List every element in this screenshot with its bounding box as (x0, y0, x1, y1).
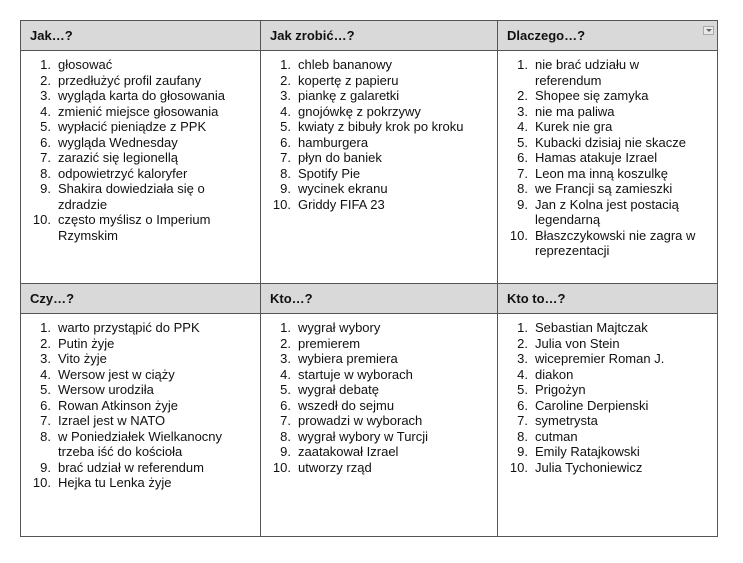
column-header: Jak…? (30, 28, 73, 43)
list-item (261, 382, 489, 398)
list-item (498, 351, 709, 367)
item-number: 4. (40, 103, 51, 119)
item-number: 4. (40, 366, 51, 382)
item-number: 6. (280, 134, 291, 150)
list-item (21, 398, 252, 414)
item-text: Prigożyn (535, 382, 586, 397)
list-cell (261, 314, 498, 537)
item-text: utworzy rząd (298, 459, 372, 475)
list-item (261, 57, 489, 73)
item-text: wygrał wybory (298, 320, 381, 335)
item-text: piankę z galaretki (298, 88, 400, 103)
list-item (261, 150, 489, 166)
item-text: w Poniedziałek Wielkanocny trzeba iść do kościoła (58, 428, 223, 459)
list-item (498, 150, 709, 166)
item-text: nie ma paliwa (535, 103, 615, 119)
item-number: 6. (40, 397, 51, 413)
list-row (21, 314, 718, 537)
item-number: 4. (517, 119, 528, 134)
item-number: 8. (40, 165, 51, 181)
item-text: nie brać udziału w referendum (535, 57, 640, 88)
list-cell (261, 51, 498, 284)
item-number: 5. (517, 382, 528, 397)
item-number: 10. (509, 459, 528, 475)
item-number: 6. (40, 134, 51, 150)
item-text: cutman (535, 428, 578, 444)
item-text: często myślisz o Imperium Rzymskim (58, 212, 211, 243)
item-number: 10. (32, 475, 51, 490)
list-item (21, 320, 252, 336)
item-number: 8. (517, 428, 528, 444)
item-number: 5. (280, 382, 291, 397)
item-text: hamburgera (298, 134, 369, 150)
item-number: 6. (517, 397, 528, 413)
item-text: warto przystąpić do PPK (58, 320, 200, 335)
item-number: 9. (280, 444, 291, 459)
list-item (261, 367, 489, 383)
list-item (261, 119, 489, 135)
list-item (21, 429, 252, 460)
item-text: Sebastian Majtczak (535, 320, 648, 335)
list-item (261, 429, 489, 445)
header-cell (261, 21, 498, 51)
item-text: Hejka tu Lenka żyje (58, 475, 172, 490)
item-text: Shakira dowiedziała się o zdradzie (58, 181, 205, 212)
list-item (21, 73, 252, 89)
list-item (498, 413, 709, 429)
list-cell (21, 51, 261, 284)
list-item (21, 336, 252, 352)
item-number: 2. (40, 72, 51, 88)
list-item (498, 336, 709, 352)
item-number: 1. (517, 57, 528, 72)
item-text: kopertę z papieru (298, 72, 399, 88)
list-item (498, 88, 709, 104)
list-item (498, 181, 709, 197)
item-text: startuje w wyborach (298, 366, 413, 382)
list-item (21, 88, 252, 104)
item-number: 1. (40, 320, 51, 335)
header-row (21, 284, 718, 314)
list-item (498, 104, 709, 120)
item-number: 7. (517, 413, 528, 428)
list-item (498, 228, 709, 259)
list-item (261, 460, 489, 476)
item-number: 2. (517, 335, 528, 351)
column-header: Kto to…? (507, 291, 566, 306)
item-number: 4. (280, 366, 291, 382)
item-number: 4. (517, 366, 528, 382)
item-number: 10. (272, 196, 291, 212)
list-item (498, 119, 709, 135)
item-number: 2. (280, 72, 291, 88)
item-number: 3. (40, 351, 51, 366)
list-item (21, 104, 252, 120)
item-text: we Francji są zamieszki (535, 181, 673, 196)
item-number: 1. (40, 57, 51, 72)
trends-table (20, 20, 718, 537)
item-number: 5. (517, 134, 528, 150)
item-number: 7. (40, 413, 51, 428)
item-number: 1. (280, 57, 291, 72)
list-item (498, 57, 709, 88)
item-text: Błaszczykowski nie zagra w reprezentacji (535, 227, 696, 258)
item-text: Julia Tychoniewicz (535, 459, 643, 475)
item-text: wygląda Wednesday (58, 134, 178, 150)
list-item (261, 88, 489, 104)
ranked-list (498, 320, 709, 475)
item-number: 6. (280, 397, 291, 413)
item-text: wygrał debatę (298, 382, 379, 397)
item-number: 4. (280, 103, 291, 119)
item-number: 10. (32, 212, 51, 227)
item-text: wicepremier Roman J. (535, 351, 665, 366)
item-text: głosować (58, 57, 113, 72)
item-number: 3. (517, 103, 528, 119)
item-text: Rowan Atkinson żyje (58, 397, 178, 413)
list-item (261, 351, 489, 367)
item-text: chleb bananowy (298, 57, 392, 72)
header-cell (498, 284, 718, 314)
item-number: 7. (517, 165, 528, 181)
list-item (261, 444, 489, 460)
list-item (21, 119, 252, 135)
item-number: 3. (40, 88, 51, 103)
item-number: 8. (280, 165, 291, 181)
item-text: odpowietrzyć kaloryfer (58, 165, 188, 181)
column-header: Kto…? (270, 291, 313, 306)
item-text: Wersow jest w ciąży (58, 366, 175, 382)
item-number: 7. (280, 150, 291, 165)
list-item (498, 460, 709, 476)
list-cell (498, 314, 718, 537)
item-number: 6. (517, 150, 528, 165)
list-item (21, 166, 252, 182)
list-item (498, 367, 709, 383)
item-text: Kurek nie gra (535, 119, 613, 134)
item-text: wypłacić pieniądze z PPK (58, 119, 207, 134)
item-text: Julia von Stein (535, 335, 620, 351)
item-number: 9. (517, 444, 528, 459)
column-header: Czy…? (30, 291, 75, 306)
item-number: 5. (280, 119, 291, 134)
item-text: Jan z Kolna jest postacią legendarną (535, 196, 679, 227)
list-item (498, 320, 709, 336)
list-item (21, 351, 252, 367)
ranked-list (21, 57, 252, 243)
item-text: zaatakował Izrael (298, 444, 399, 459)
item-text: wygrał wybory w Turcji (298, 428, 429, 444)
item-text: prowadzi w wyborach (298, 413, 423, 428)
item-number: 3. (280, 88, 291, 103)
list-item (261, 320, 489, 336)
list-item (21, 367, 252, 383)
item-number: 2. (40, 335, 51, 351)
column-header: Dlaczego…? (507, 28, 586, 43)
ranked-list (261, 320, 489, 475)
item-text: Putin żyje (58, 335, 115, 351)
item-number: 3. (517, 351, 528, 366)
list-item (261, 166, 489, 182)
item-text: Spotify Pie (298, 165, 361, 181)
item-number: 3. (280, 351, 291, 366)
column-header: Jak zrobić…? (270, 28, 355, 43)
item-text: Leon ma inną koszulkę (535, 165, 668, 181)
item-text: Shopee się zamyka (535, 88, 649, 103)
header-row (21, 21, 718, 51)
item-number: 8. (517, 181, 528, 196)
list-item (261, 413, 489, 429)
item-number: 1. (280, 320, 291, 335)
item-text: brać udział w referendum (58, 459, 204, 475)
list-item (21, 212, 252, 243)
item-text: Wersow urodziła (58, 382, 154, 397)
list-item (21, 382, 252, 398)
item-text: premierem (298, 335, 361, 351)
item-text: symetrysta (535, 413, 598, 428)
header-cell (261, 284, 498, 314)
item-number: 7. (280, 413, 291, 428)
list-row (21, 51, 718, 284)
item-number: 2. (280, 335, 291, 351)
list-item (498, 197, 709, 228)
item-number: 1. (517, 320, 528, 335)
item-text: przedłużyć profil zaufany (58, 72, 202, 88)
item-text: płyn do baniek (298, 150, 382, 165)
list-item (498, 398, 709, 414)
ranked-list (261, 57, 489, 212)
list-item (261, 197, 489, 213)
item-number: 5. (40, 119, 51, 134)
item-text: Kubacki dzisiaj nie skacze (535, 134, 687, 150)
list-item (21, 475, 252, 491)
header-cell (498, 21, 718, 51)
item-text: Hamas atakuje Izrael (535, 150, 658, 165)
list-item (21, 57, 252, 73)
chevron-down-icon[interactable] (703, 26, 714, 35)
list-item (498, 429, 709, 445)
item-number: 9. (40, 459, 51, 475)
ranked-list (21, 320, 252, 491)
list-item (261, 181, 489, 197)
list-item (261, 336, 489, 352)
list-item (21, 181, 252, 212)
list-item (261, 398, 489, 414)
item-number: 5. (40, 382, 51, 397)
header-cell (21, 21, 261, 51)
item-text: Caroline Derpienski (535, 397, 649, 413)
item-text: kwiaty z bibuły krok po kroku (298, 119, 464, 134)
item-number: 9. (280, 181, 291, 196)
item-number: 8. (280, 428, 291, 444)
list-cell (498, 51, 718, 284)
item-text: wszedł do sejmu (298, 397, 395, 413)
item-text: Griddy FIFA 23 (298, 196, 385, 212)
item-text: wycinek ekranu (298, 181, 388, 196)
list-item (21, 460, 252, 476)
list-item (21, 150, 252, 166)
list-item (21, 135, 252, 151)
item-text: Vito żyje (58, 351, 107, 366)
item-text: wygląda karta do głosowania (58, 88, 225, 103)
item-number: 8. (40, 428, 51, 444)
list-item (261, 73, 489, 89)
list-item (498, 135, 709, 151)
item-number: 9. (517, 196, 528, 212)
item-text: zmienić miejsce głosowania (58, 103, 219, 119)
item-number: 9. (40, 181, 51, 196)
item-text: zarazić się legionellą (58, 150, 178, 165)
list-item (498, 166, 709, 182)
item-number: 2. (517, 88, 528, 103)
item-number: 10. (272, 459, 291, 475)
list-item (21, 413, 252, 429)
list-item (498, 444, 709, 460)
ranked-list (498, 57, 709, 259)
list-item (261, 135, 489, 151)
item-text: diakon (535, 366, 574, 382)
item-text: Izrael jest w NATO (58, 413, 166, 428)
header-cell (21, 284, 261, 314)
item-number: 7. (40, 150, 51, 165)
item-text: gnojówkę z pokrzywy (298, 103, 421, 119)
list-item (498, 382, 709, 398)
list-cell (21, 314, 261, 537)
item-number: 10. (509, 227, 528, 243)
list-item (261, 104, 489, 120)
item-text: Emily Ratajkowski (535, 444, 640, 459)
item-text: wybiera premiera (298, 351, 398, 366)
